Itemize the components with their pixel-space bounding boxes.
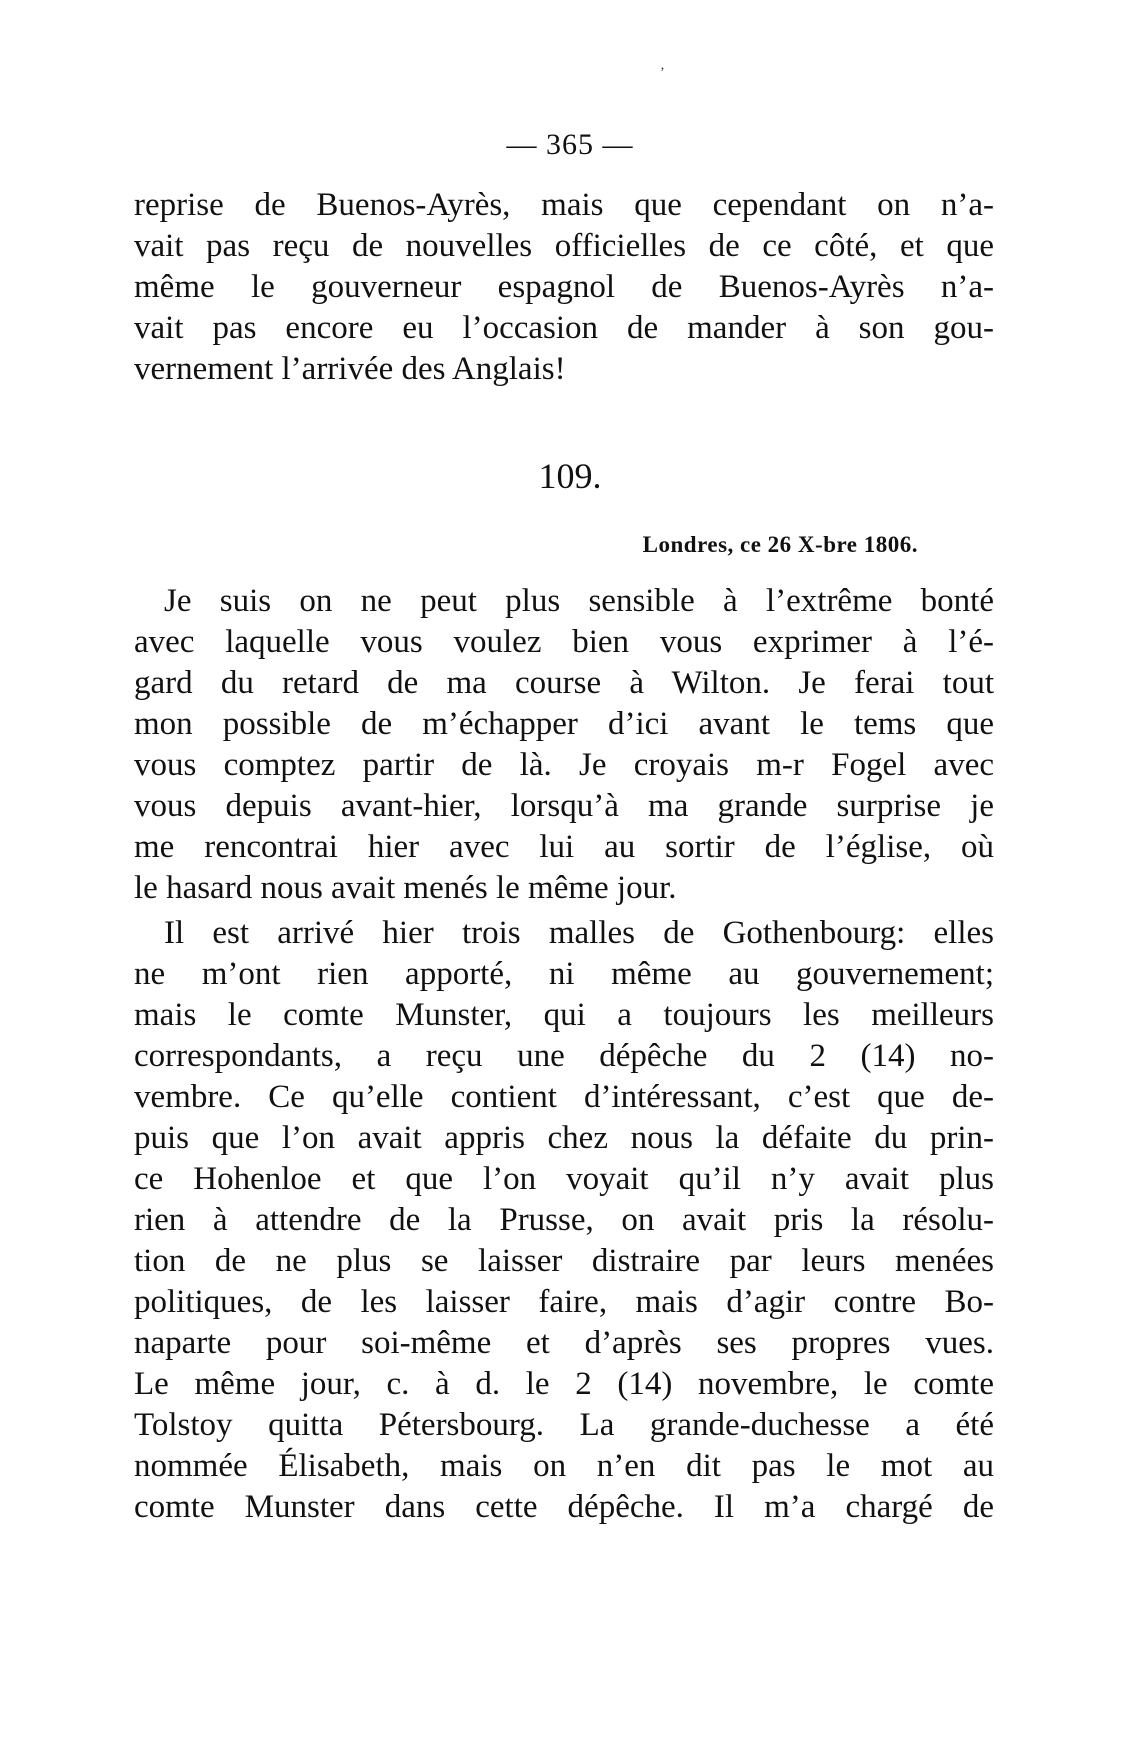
text-line: me rencontrai hier avec lui au sortir de l’église, où <box>134 829 994 865</box>
text-line: puis que l’on avait appris chez nous la défaite du prin- <box>134 1120 994 1156</box>
text-line: mais le comte Munster, qui a toujours les meilleurs <box>134 997 994 1033</box>
text-line: même le gouverneur espagnol de Buenos-Ayrès n’a- <box>134 269 994 305</box>
text-line: Tolstoy quitta Pétersbourg. La grande-duchesse a été <box>134 1407 994 1443</box>
text-line: vous comptez partir de là. Je croyais m-r Fogel avec <box>134 747 994 783</box>
text-line: Le même jour, c. à d. le 2 (14) novembre, le comte <box>134 1366 994 1402</box>
text-line: ce Hohenloe et que l’on voyait qu’il n’y avait plus <box>134 1161 994 1197</box>
text-line: Je suis on ne peut plus sensible à l’extrême bonté <box>164 583 994 619</box>
corner-mark: ‚ <box>660 58 665 73</box>
text-line: nommée Élisabeth, mais on n’en dit pas le mot au <box>134 1448 994 1484</box>
text-line: naparte pour soi-même et d’après ses propres vues. <box>134 1325 994 1361</box>
text-line: rien à attendre de la Prusse, on avait pris la résolu- <box>134 1202 994 1238</box>
text-line: avec laquelle vous voulez bien vous exprimer à l’é- <box>134 624 994 660</box>
text-line: politiques, de les laisser faire, mais d’agir contre Bo- <box>134 1284 994 1320</box>
text-line: Il est arrivé hier trois malles de Gothenbourg: elles <box>164 915 994 951</box>
text-line: mon possible de m’échapper d’ici avant le tems que <box>134 706 994 742</box>
paragraph-letter-opening <box>134 581 994 909</box>
text-line: vembre. Ce qu’elle contient d’intéressant, c’est que de- <box>134 1079 994 1115</box>
text-line: reprise de Buenos-Ayrès, mais que cependant on n’a- <box>134 187 994 223</box>
letter-number: 109. <box>538 456 602 496</box>
text-line: tion de ne plus se laisser distraire par leurs menées <box>134 1243 994 1279</box>
text-line: vous depuis avant-hier, lorsqu’à ma grande surprise je <box>134 788 994 824</box>
text-line: gard du retard de ma course à Wilton. Je ferai tout <box>134 665 994 701</box>
text-line: vait pas reçu de nouvelles officielles de ce côté, et que <box>134 228 994 264</box>
text-line: le hasard nous avait menés le même jour. <box>134 870 677 906</box>
paragraph-continuation <box>134 185 994 390</box>
letter-dateline: Londres, ce 26 X-bre 1806. <box>642 532 918 557</box>
paragraph-news <box>134 913 994 1528</box>
page-number: — 365 — <box>506 128 634 161</box>
text-line: ne m’ont rien apporté, ni même au gouvernement; <box>134 956 994 992</box>
text-line: vait pas encore eu l’occasion de mander à son gou- <box>134 310 994 346</box>
text-line: vernement l’arrivée des Anglais! <box>134 351 566 387</box>
text-line: comte Munster dans cette dépêche. Il m’a chargé de <box>134 1489 994 1525</box>
text-line: correspondants, a reçu une dépêche du 2 (14) no- <box>134 1038 994 1074</box>
